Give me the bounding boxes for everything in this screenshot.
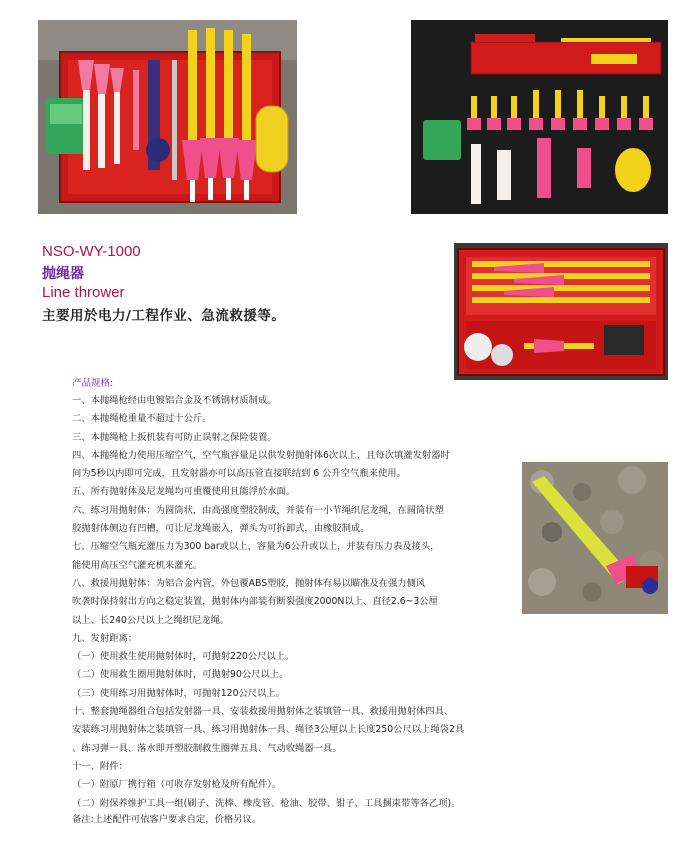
spec-line: 十、整套抛绳器组合包括发射器一具、安装救援用抛射体之装填管一具、救援用抛射体四具、: [72, 706, 454, 718]
product-name-cn: 抛绳器: [42, 266, 84, 282]
spec-line: （一）附原厂携行箱（可收存发射枪及所有配件）。: [72, 779, 282, 791]
spec-line: 安装练习用抛射体之装填管一具、练习用抛射体一具、绳径3公厘以上长度250公尺以上绳袋2具: [72, 724, 465, 736]
spec-line: 四、本抛绳枪力使用压缩空气，空气瓶容量足以供发射抛射体6次以上，且每次填灌发射器时: [72, 449, 450, 461]
photo-kit-layout: [38, 20, 297, 214]
product-name-en: Line thrower: [42, 284, 125, 301]
spec-line: 一、本抛绳枪经由电镀铝合金及不锈钢材质制成。: [72, 395, 277, 406]
spec-line: 胶抛射体侧边有凹槽，可让尼龙绳嵌入，弹头为可拆卸式，由橡胶制成。: [72, 523, 370, 535]
specs-title: 产品规格:: [72, 378, 114, 389]
spec-line: （三）使用练习用抛射体时，可抛射120公尺以上。: [72, 687, 285, 699]
spec-line: 以上、长240公尺以上之绳织尼龙绳。: [72, 614, 230, 626]
specs-note: 备注:上述配件可依客户要求自定，价格另议。: [72, 814, 262, 825]
spec-line: 三、本抛绳枪上扳机装有可防止误射之保险装置。: [72, 431, 277, 443]
photo-open-case: [454, 243, 668, 380]
photo-field-use: [522, 462, 668, 614]
spec-line: 十一、附件：: [72, 760, 128, 772]
spec-line: （一）使用救生使用抛射体时，可抛射220公尺以上。: [72, 651, 295, 663]
spec-line: 九、发射距离：: [72, 632, 138, 644]
spec-line: 八、救援用抛射体：为铝合金内管，外包覆ABS塑胶，抛射体有易以瞄准及在强力侧风: [72, 577, 426, 589]
product-model: NSO-WY-1000: [42, 243, 141, 260]
specs-list: [72, 392, 512, 813]
spec-line: 吹袭时保持射出方向之稳定装置，抛射体内部装有断裂强度2000N以上、直径2.6~3公厘: [72, 596, 438, 608]
spec-line: 五、所有抛射体及尼龙绳均可重覆使用且能浮於水面。: [72, 486, 296, 498]
spec-line: 二、本抛绳枪重量不超过十公斤。: [72, 413, 212, 425]
spec-line: 七、压缩空气瓶充灌压力为300 bar或以上，容量为6公升或以上，并装有压力表及接头，: [72, 541, 440, 553]
spec-line: 、练习弹一具、落水即开塑胶制救生圈弹五具、气动收绳器一具。: [72, 742, 342, 754]
spec-line: 能使用高压空气灌充机来灌充。: [72, 559, 203, 571]
spec-line: （二）使用救生圈用抛射体时，可抛射90公尺以上。: [72, 669, 289, 681]
photo-kit-black: [411, 20, 668, 214]
spec-line: （二）附保养维护工具一组(刷子、洗棒、橡皮管、枪油、胶带、钳子、工具捆束带等各乙项)。: [72, 797, 461, 809]
product-usage: 主要用於电力/工程作业、急流救援等。: [42, 308, 286, 324]
spec-line: 六、练习用抛射体：为圆筒状，由高强度塑胶制成，并装有一小节绳织尼龙绳，在圆筒状塑: [72, 504, 444, 516]
spec-line: 间为5秒以内即可完成，且发射器亦可以高压管直接联结到 6 公升空气瓶来使用。: [72, 468, 406, 480]
